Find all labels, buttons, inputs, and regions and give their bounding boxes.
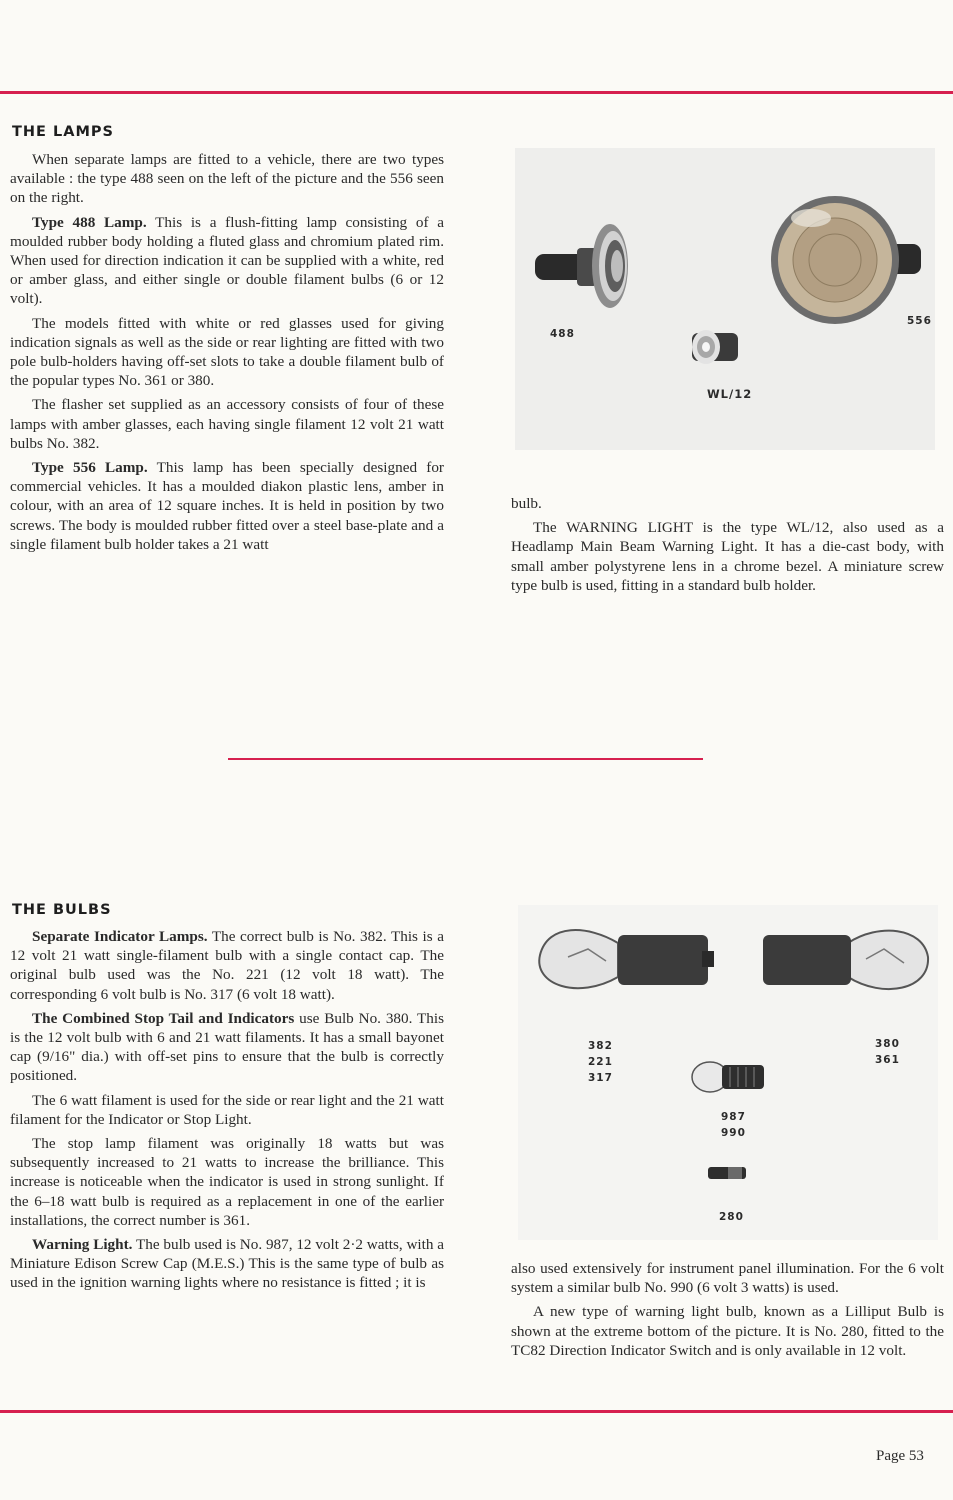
lamps-paragraph: The flasher set supplied as an accessory consists of four of these lamps with amber glasses, each having single filament 12 volt 21 watt bulbs No. 382. (10, 396, 444, 452)
bulbs-paragraph: Warning Light. The bulb used is No. 987, 12 volt 2·2 watts, with a Miniature Edison Screw Cap (M.E.S.) This is the same type of bulb as used in the ignition warning lights where no resistance is fitted ; it is (10, 1236, 445, 1292)
lamps-left-column (10, 150, 444, 559)
label-280: 280 (719, 1211, 744, 1223)
lamps-paragraph: The WARNING LIGHT is the type WL/12, also used as a Headlamp Main Beam Warning Light. It has a die-cast body, with small amber polystyrene lens in a chrome bezel. A miniature screw type bulb is used, fitting in a standard bulb holder. (511, 519, 944, 594)
middle-rule (228, 758, 703, 760)
label-556: 556 (907, 315, 932, 327)
label-380: 380 (875, 1038, 900, 1050)
bulbs-paragraph: The Combined Stop Tail and Indicators use Bulb No. 380. This is the 12 volt bulb with 6 and 21 watt filaments. It has a small bayonet cap (9/16" dia.) with off-set pins to ensure that the bulb is correctly positioned. (10, 1009, 444, 1085)
bulbs-paragraph: A new type of warning light bulb, known as a Lilliput Bulb is shown at the extreme bottom of the picture. It is No. 280, fitted to the TC82 Direction Indicator Switch and is only available in 12 volt. (511, 1303, 944, 1359)
lamps-paragraph: When separate lamps are fitted to a vehicle, there are two types available : the type 488 seen on the left of the picture and the 556 seen on the right. (10, 151, 444, 207)
lamps-right-column (511, 494, 944, 600)
bulbs-heading: THE BULBS (12, 902, 112, 918)
bulbs-photo (518, 905, 938, 1240)
bulbs-paragraph: The stop lamp filament was originally 18 watts but was subsequently increased to 21 watts to increase the brilliance. This increase is noticeable when the indicator is used in strong sunlight. If the 6–18 watt bulb is required as a replacement in one of the earlier installations, the correct number is 361. (10, 1135, 444, 1229)
top-rule (0, 91, 953, 94)
bulb-380-image (763, 931, 928, 989)
bulb-280-image (708, 1167, 746, 1179)
lamps-photo-drawing (515, 148, 935, 450)
label-wl12: WL/12 (707, 387, 753, 401)
lamps-paragraph: Type 556 Lamp. This lamp has been specially designed for commercial vehicles. It has a moulded diakon plastic lens, amber in colour, with an area of 12 square inches. It is held in position by two screws. The body is moulded rubber fitted over a steel base-plate and a single filament bulb holder takes a 21 watt (10, 459, 444, 553)
label-987: 987 (721, 1111, 746, 1123)
lamps-paragraph: bulb. (511, 495, 542, 512)
lamp-488-image (535, 224, 628, 308)
bulbs-right-column (511, 1259, 944, 1365)
label-382: 382 (588, 1040, 613, 1052)
lamps-paragraph: Type 488 Lamp. This is a flush-fitting lamp consisting of a moulded rubber body holding a fluted glass and chromium plated rim. When used for direction indication it can be supplied with a white, red or amber glass, and either single or double filament bulbs (6 or 12 volt). (10, 213, 445, 308)
warning-light-image (692, 330, 738, 364)
bulbs-left-column (10, 927, 444, 1298)
label-317: 317 (588, 1072, 613, 1084)
bulb-382-image (539, 930, 714, 988)
page-number: Page 53 (876, 1448, 924, 1464)
label-990: 990 (721, 1127, 746, 1139)
label-221: 221 (588, 1056, 613, 1068)
bulbs-paragraph: also used extensively for instrument panel illumination. For the 6 volt system a similar bulb No. 990 (6 volt 3 watts) is used. (511, 1260, 944, 1297)
bulbs-paragraph: Separate Indicator Lamps. The correct bulb is No. 382. This is a 12 volt 21 watt single-filament bulb with a single contact cap. The original bulb used was the No. 221 (12 volt 18 watt). The corresponding 6 volt bulb is No. 317 (6 volt 18 watt). (10, 928, 444, 1003)
label-488: 488 (550, 328, 575, 340)
lamps-paragraph: The models fitted with white or red glasses used for giving indication signals as well as the side or rear lighting are fitted with two pole bulb-holders having off-set slots to take a double filament bulb of the popular types No. 361 or 380. (10, 314, 444, 390)
bulbs-paragraph: The 6 watt filament is used for the side or rear light and the 21 watt filament for the Indicator or Stop Light. (10, 1091, 444, 1128)
bulbs-photo-drawing (518, 905, 938, 1240)
lamps-photo (515, 148, 935, 450)
lamps-heading: THE LAMPS (12, 124, 114, 140)
bulb-987-image (692, 1062, 764, 1092)
bottom-rule (0, 1410, 953, 1413)
label-361: 361 (875, 1054, 900, 1066)
lamp-556-image (771, 196, 921, 324)
